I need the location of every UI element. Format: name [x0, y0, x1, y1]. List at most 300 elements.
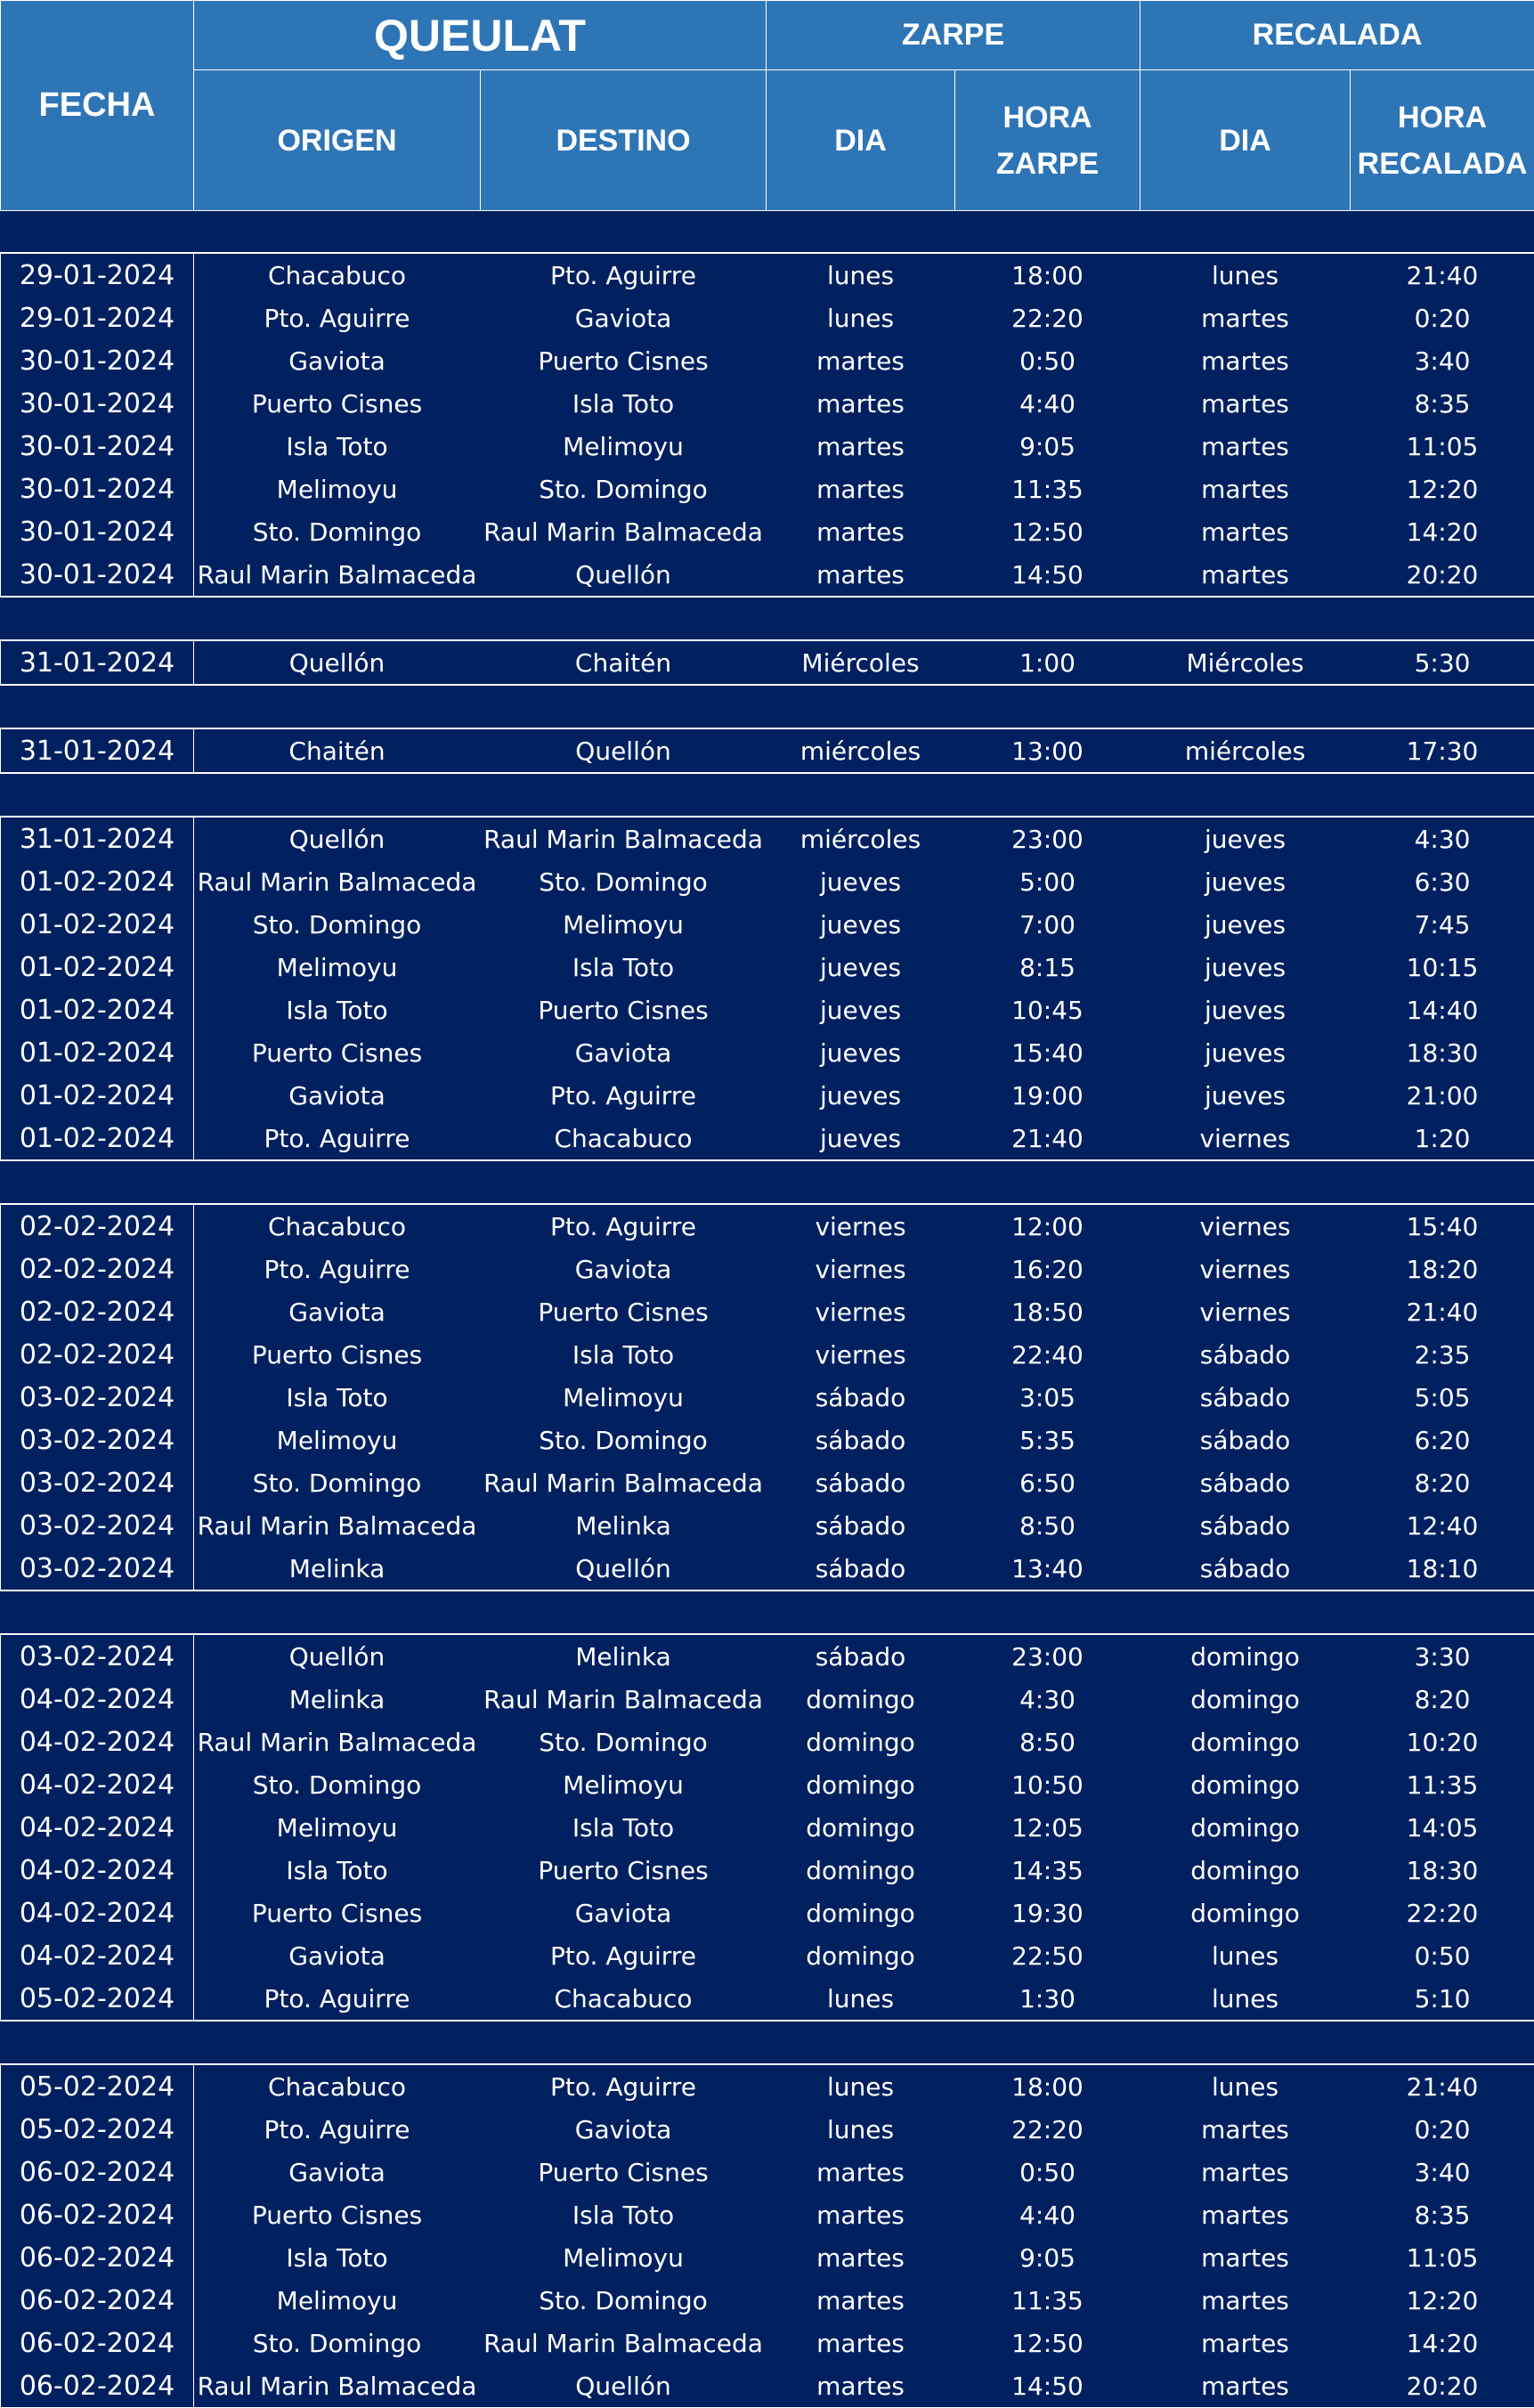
hora-zarpe-cell: 16:20 [955, 1248, 1140, 1290]
origen-cell: Chaitén [194, 728, 481, 773]
hora-recalada-cell: 3:40 [1351, 2151, 1534, 2193]
destino-cell: Raul Marin Balmaceda [481, 2322, 767, 2364]
hora-zarpe-cell: 19:00 [955, 1074, 1140, 1117]
dia-recalada-cell: jueves [1140, 817, 1351, 860]
table-row [1, 1721, 1534, 1763]
origen-cell: Puerto Cisnes [194, 382, 481, 425]
origen-cell: Melimoyu [194, 1806, 481, 1849]
origen-cell: Puerto Cisnes [194, 1891, 481, 1934]
table-row [1, 2364, 1534, 2408]
dia-recalada-cell: martes [1140, 339, 1351, 382]
table-row [1, 425, 1534, 468]
table-row [1, 468, 1534, 510]
destino-cell: Sto. Domingo [481, 1419, 767, 1461]
origen-cell: Sto. Domingo [194, 903, 481, 946]
table-row [1, 297, 1534, 339]
dia-zarpe-cell: lunes [767, 2108, 955, 2151]
dia-recalada-cell: sábado [1140, 1504, 1351, 1547]
hora-recalada-cell: 21:00 [1351, 1074, 1534, 1117]
fecha-cell: 06-02-2024 [1, 2322, 194, 2364]
hora-recalada-cell: 18:30 [1351, 1031, 1534, 1074]
table-header [1, 1, 1534, 211]
dia-zarpe-cell: martes [767, 339, 955, 382]
hora-zarpe-cell: 8:15 [955, 946, 1140, 988]
origen-cell: Quellón [194, 1634, 481, 1678]
hora-zarpe-cell: 9:05 [955, 425, 1140, 468]
dia-recalada-cell: domingo [1140, 1849, 1351, 1891]
table-row [1, 1634, 1534, 1678]
table-row [1, 946, 1534, 988]
origen-cell: Quellón [194, 817, 481, 860]
fecha-cell: 03-02-2024 [1, 1634, 194, 1678]
fecha-cell: 30-01-2024 [1, 382, 194, 425]
table-row [1, 640, 1534, 685]
destino-cell: Quellón [481, 1547, 767, 1590]
table-row [1, 728, 1534, 773]
dia-zarpe-cell: lunes [767, 253, 955, 297]
destino-cell: Pto. Aguirre [481, 1074, 767, 1117]
fecha-cell: 06-02-2024 [1, 2193, 194, 2236]
dia-recalada-cell: martes [1140, 2364, 1351, 2408]
table-row [1, 339, 1534, 382]
table-row [1, 1248, 1534, 1290]
fecha-cell: 04-02-2024 [1, 1891, 194, 1934]
dia-recalada-header: DIA [1140, 70, 1351, 211]
hora-zarpe-cell: 18:00 [955, 253, 1140, 297]
hora-zarpe-cell: 5:35 [955, 1419, 1140, 1461]
fecha-cell: 02-02-2024 [1, 1248, 194, 1290]
table-row [1, 2108, 1534, 2151]
dia-recalada-cell: lunes [1140, 253, 1351, 297]
destino-cell: Melinka [481, 1504, 767, 1547]
dia-recalada-cell: martes [1140, 2151, 1351, 2193]
table-row [1, 1117, 1534, 1160]
dia-zarpe-cell: domingo [767, 1763, 955, 1806]
dia-zarpe-cell: jueves [767, 860, 955, 903]
hora-recalada-cell: 21:40 [1351, 1290, 1534, 1333]
dia-zarpe-cell: domingo [767, 1849, 955, 1891]
fecha-cell: 02-02-2024 [1, 1333, 194, 1376]
dia-recalada-cell: lunes [1140, 1977, 1351, 2021]
origen-cell: Melinka [194, 1547, 481, 1590]
dia-zarpe-cell: domingo [767, 1934, 955, 1977]
fecha-cell: 01-02-2024 [1, 860, 194, 903]
destino-cell: Gaviota [481, 2108, 767, 2151]
fecha-cell: 30-01-2024 [1, 468, 194, 510]
hora-zarpe-cell: 11:35 [955, 2279, 1140, 2322]
dia-zarpe-cell: domingo [767, 1721, 955, 1763]
hora-zarpe-cell: 7:00 [955, 903, 1140, 946]
zarpe-header: ZARPE [767, 1, 1140, 70]
dia-recalada-cell: martes [1140, 468, 1351, 510]
dia-zarpe-cell: martes [767, 2279, 955, 2322]
dia-zarpe-cell: lunes [767, 2064, 955, 2108]
origen-cell: Melimoyu [194, 468, 481, 510]
dia-zarpe-cell: sábado [767, 1419, 955, 1461]
dia-zarpe-cell: miércoles [767, 728, 955, 773]
dia-zarpe-cell: martes [767, 2151, 955, 2193]
hora-zarpe-header-line1: HORA [1002, 101, 1092, 134]
destino-cell: Pto. Aguirre [481, 1934, 767, 1977]
dia-zarpe-header: DIA [767, 70, 955, 211]
dia-recalada-cell: viernes [1140, 1248, 1351, 1290]
dia-zarpe-cell: martes [767, 510, 955, 553]
fecha-cell: 01-02-2024 [1, 1117, 194, 1160]
origen-cell: Chacabuco [194, 1204, 481, 1248]
dia-zarpe-cell: domingo [767, 1806, 955, 1849]
hora-zarpe-cell: 18:00 [955, 2064, 1140, 2108]
fecha-cell: 02-02-2024 [1, 1290, 194, 1333]
origen-cell: Gaviota [194, 339, 481, 382]
group-separator [1, 597, 1534, 640]
hora-zarpe-cell: 12:50 [955, 2322, 1140, 2364]
fecha-cell: 04-02-2024 [1, 1763, 194, 1806]
dia-zarpe-cell: miércoles [767, 817, 955, 860]
fecha-cell: 03-02-2024 [1, 1461, 194, 1504]
origen-cell: Pto. Aguirre [194, 2108, 481, 2151]
destino-cell: Sto. Domingo [481, 860, 767, 903]
dia-recalada-cell: viernes [1140, 1117, 1351, 1160]
dia-recalada-cell: martes [1140, 382, 1351, 425]
hora-recalada-cell: 10:15 [1351, 946, 1534, 988]
origen-cell: Raul Marin Balmaceda [194, 1504, 481, 1547]
fecha-cell: 01-02-2024 [1, 1074, 194, 1117]
origen-header: ORIGEN [194, 70, 481, 211]
fecha-cell: 03-02-2024 [1, 1376, 194, 1419]
hora-recalada-cell: 11:05 [1351, 2236, 1534, 2279]
dia-zarpe-cell: jueves [767, 988, 955, 1031]
table-row [1, 1547, 1534, 1590]
hora-recalada-cell: 8:20 [1351, 1678, 1534, 1721]
hora-recalada-cell: 22:20 [1351, 1891, 1534, 1934]
fecha-cell: 29-01-2024 [1, 297, 194, 339]
hora-zarpe-cell: 22:20 [955, 297, 1140, 339]
origen-cell: Gaviota [194, 1074, 481, 1117]
fecha-cell: 04-02-2024 [1, 1721, 194, 1763]
table-row [1, 860, 1534, 903]
hora-zarpe-cell: 1:30 [955, 1977, 1140, 2021]
hora-recalada-cell: 6:30 [1351, 860, 1534, 903]
hora-zarpe-cell: 15:40 [955, 1031, 1140, 1074]
hora-recalada-cell: 11:35 [1351, 1763, 1534, 1806]
hora-zarpe-cell: 12:50 [955, 510, 1140, 553]
destino-cell: Melimoyu [481, 425, 767, 468]
table-row [1, 1806, 1534, 1849]
hora-recalada-cell: 5:05 [1351, 1376, 1534, 1419]
destino-cell: Raul Marin Balmaceda [481, 817, 767, 860]
table-row [1, 988, 1534, 1031]
origen-cell: Melimoyu [194, 2279, 481, 2322]
fecha-header: FECHA [1, 1, 194, 211]
destino-cell: Pto. Aguirre [481, 2064, 767, 2108]
group-separator-cell [1, 1160, 1534, 1204]
group-separator-cell [1, 1590, 1534, 1634]
table-row [1, 1461, 1534, 1504]
table-row [1, 817, 1534, 860]
table-row [1, 553, 1534, 597]
fecha-cell: 01-02-2024 [1, 1031, 194, 1074]
dia-recalada-cell: sábado [1140, 1461, 1351, 1504]
hora-recalada-header [1351, 70, 1534, 211]
hora-recalada-cell: 6:20 [1351, 1419, 1534, 1461]
dia-recalada-cell: sábado [1140, 1419, 1351, 1461]
destino-cell: Puerto Cisnes [481, 1290, 767, 1333]
table-row [1, 1333, 1534, 1376]
dia-zarpe-cell: jueves [767, 1031, 955, 1074]
destino-cell: Raul Marin Balmaceda [481, 1678, 767, 1721]
dia-zarpe-cell: martes [767, 382, 955, 425]
hora-zarpe-cell: 19:30 [955, 1891, 1140, 1934]
hora-recalada-cell: 8:35 [1351, 382, 1534, 425]
destino-cell: Chacabuco [481, 1977, 767, 2021]
hora-recalada-cell: 0:20 [1351, 2108, 1534, 2151]
dia-zarpe-cell: lunes [767, 297, 955, 339]
table-row [1, 1204, 1534, 1248]
dia-recalada-cell: miércoles [1140, 728, 1351, 773]
fecha-cell: 29-01-2024 [1, 253, 194, 297]
dia-recalada-cell: jueves [1140, 903, 1351, 946]
hora-recalada-cell: 10:20 [1351, 1721, 1534, 1763]
table-row [1, 1504, 1534, 1547]
origen-cell: Puerto Cisnes [194, 2193, 481, 2236]
hora-recalada-cell: 12:20 [1351, 2279, 1534, 2322]
fecha-cell: 04-02-2024 [1, 1934, 194, 1977]
hora-recalada-cell: 14:20 [1351, 2322, 1534, 2364]
hora-zarpe-cell: 4:40 [955, 382, 1140, 425]
schedule-body [1, 211, 1534, 2408]
table-row [1, 1678, 1534, 1721]
hora-zarpe-cell: 5:00 [955, 860, 1140, 903]
fecha-cell: 05-02-2024 [1, 2064, 194, 2108]
destino-cell: Melimoyu [481, 2236, 767, 2279]
dia-recalada-cell: domingo [1140, 1806, 1351, 1849]
hora-zarpe-cell: 14:50 [955, 553, 1140, 597]
dia-recalada-cell: martes [1140, 425, 1351, 468]
hora-zarpe-cell: 10:50 [955, 1763, 1140, 1806]
fecha-cell: 06-02-2024 [1, 2151, 194, 2193]
dia-zarpe-cell: martes [767, 2236, 955, 2279]
recalada-header: RECALADA [1140, 1, 1534, 70]
hora-recalada-cell: 21:40 [1351, 253, 1534, 297]
dia-zarpe-cell: domingo [767, 1678, 955, 1721]
table-row [1, 253, 1534, 297]
table-row [1, 2193, 1534, 2236]
table-row [1, 1763, 1534, 1806]
origen-cell: Isla Toto [194, 1849, 481, 1891]
destino-cell: Quellón [481, 553, 767, 597]
hora-recalada-cell: 3:30 [1351, 1634, 1534, 1678]
dia-recalada-cell: martes [1140, 2108, 1351, 2151]
dia-recalada-cell: jueves [1140, 1031, 1351, 1074]
hora-zarpe-cell: 14:50 [955, 2364, 1140, 2408]
group-separator [1, 685, 1534, 728]
dia-recalada-cell: lunes [1140, 1934, 1351, 1977]
dia-zarpe-cell: Miércoles [767, 640, 955, 685]
hora-recalada-cell: 2:35 [1351, 1333, 1534, 1376]
fecha-cell: 03-02-2024 [1, 1419, 194, 1461]
destino-cell: Gaviota [481, 1248, 767, 1290]
dia-recalada-cell: domingo [1140, 1763, 1351, 1806]
dia-zarpe-cell: jueves [767, 903, 955, 946]
dia-recalada-cell: domingo [1140, 1721, 1351, 1763]
dia-zarpe-cell: martes [767, 2364, 955, 2408]
fecha-cell: 01-02-2024 [1, 946, 194, 988]
origen-cell: Pto. Aguirre [194, 1117, 481, 1160]
origen-cell: Quellón [194, 640, 481, 685]
dia-zarpe-cell: sábado [767, 1376, 955, 1419]
hora-zarpe-cell: 23:00 [955, 1634, 1140, 1678]
dia-recalada-cell: martes [1140, 2279, 1351, 2322]
origen-cell: Sto. Domingo [194, 510, 481, 553]
table-row [1, 1074, 1534, 1117]
dia-recalada-cell: martes [1140, 297, 1351, 339]
table-row [1, 1419, 1534, 1461]
destino-cell: Chacabuco [481, 1117, 767, 1160]
table-row [1, 2064, 1534, 2108]
hora-recalada-cell: 0:50 [1351, 1934, 1534, 1977]
hora-recalada-cell: 3:40 [1351, 339, 1534, 382]
fecha-cell: 06-02-2024 [1, 2279, 194, 2322]
hora-recalada-cell: 4:30 [1351, 817, 1534, 860]
fecha-cell: 31-01-2024 [1, 640, 194, 685]
destino-cell: Gaviota [481, 297, 767, 339]
dia-zarpe-cell: viernes [767, 1248, 955, 1290]
dia-zarpe-cell: martes [767, 553, 955, 597]
group-separator [1, 211, 1534, 254]
dia-zarpe-cell: viernes [767, 1290, 955, 1333]
dia-recalada-cell: martes [1140, 2193, 1351, 2236]
fecha-cell: 02-02-2024 [1, 1204, 194, 1248]
origen-cell: Isla Toto [194, 425, 481, 468]
hora-recalada-cell: 12:40 [1351, 1504, 1534, 1547]
hora-zarpe-cell: 9:05 [955, 2236, 1140, 2279]
dia-zarpe-cell: jueves [767, 1074, 955, 1117]
hora-recalada-header-line2: RECALADA [1358, 147, 1528, 181]
destino-cell: Puerto Cisnes [481, 1849, 767, 1891]
dia-zarpe-cell: jueves [767, 946, 955, 988]
destino-cell: Raul Marin Balmaceda [481, 510, 767, 553]
dia-recalada-cell: martes [1140, 553, 1351, 597]
hora-recalada-cell: 12:20 [1351, 468, 1534, 510]
table-row [1, 903, 1534, 946]
origen-cell: Raul Marin Balmaceda [194, 2364, 481, 2408]
hora-zarpe-header-line2: ZARPE [996, 147, 1099, 181]
hora-recalada-cell: 0:20 [1351, 297, 1534, 339]
table-row [1, 1376, 1534, 1419]
origen-cell: Raul Marin Balmaceda [194, 553, 481, 597]
origen-cell: Puerto Cisnes [194, 1031, 481, 1074]
destino-cell: Sto. Domingo [481, 1721, 767, 1763]
fecha-cell: 03-02-2024 [1, 1547, 194, 1590]
origen-cell: Chacabuco [194, 253, 481, 297]
hora-recalada-cell: 17:30 [1351, 728, 1534, 773]
group-separator [1, 1160, 1534, 1204]
hora-recalada-cell: 18:20 [1351, 1248, 1534, 1290]
dia-zarpe-cell: domingo [767, 1891, 955, 1934]
hora-recalada-cell: 5:30 [1351, 640, 1534, 685]
hora-recalada-cell: 5:10 [1351, 1977, 1534, 2021]
hora-recalada-cell: 8:20 [1351, 1461, 1534, 1504]
origen-cell: Puerto Cisnes [194, 1333, 481, 1376]
dia-recalada-cell: martes [1140, 2236, 1351, 2279]
hora-zarpe-header [955, 70, 1140, 211]
dia-recalada-cell: jueves [1140, 1074, 1351, 1117]
hora-zarpe-cell: 0:50 [955, 339, 1140, 382]
dia-recalada-cell: lunes [1140, 2064, 1351, 2108]
hora-recalada-cell: 20:20 [1351, 553, 1534, 597]
dia-recalada-cell: domingo [1140, 1634, 1351, 1678]
group-separator-cell [1, 2021, 1534, 2064]
hora-zarpe-cell: 1:00 [955, 640, 1140, 685]
origen-cell: Pto. Aguirre [194, 1248, 481, 1290]
fecha-cell: 30-01-2024 [1, 425, 194, 468]
table-row [1, 2236, 1534, 2279]
hora-recalada-cell: 14:20 [1351, 510, 1534, 553]
origen-cell: Gaviota [194, 2151, 481, 2193]
hora-recalada-cell: 7:45 [1351, 903, 1534, 946]
table-row [1, 1977, 1534, 2021]
hora-recalada-cell: 14:05 [1351, 1806, 1534, 1849]
dia-zarpe-cell: sábado [767, 1634, 955, 1678]
table-row [1, 2151, 1534, 2193]
group-separator-cell [1, 685, 1534, 728]
origen-cell: Pto. Aguirre [194, 297, 481, 339]
dia-recalada-cell: jueves [1140, 988, 1351, 1031]
group-separator-cell [1, 211, 1534, 254]
origen-cell: Chacabuco [194, 2064, 481, 2108]
origen-cell: Gaviota [194, 1934, 481, 1977]
dia-recalada-cell: sábado [1140, 1547, 1351, 1590]
hora-recalada-cell: 20:20 [1351, 2364, 1534, 2408]
table-row [1, 1290, 1534, 1333]
hora-zarpe-cell: 13:00 [955, 728, 1140, 773]
hora-zarpe-cell: 4:40 [955, 2193, 1140, 2236]
hora-zarpe-cell: 8:50 [955, 1504, 1140, 1547]
origen-cell: Raul Marin Balmaceda [194, 1721, 481, 1763]
table-row [1, 2279, 1534, 2322]
hora-zarpe-cell: 11:35 [955, 468, 1140, 510]
hora-zarpe-cell: 18:50 [955, 1290, 1140, 1333]
origen-cell: Melimoyu [194, 946, 481, 988]
destino-cell: Isla Toto [481, 1806, 767, 1849]
destino-cell: Isla Toto [481, 946, 767, 988]
table-row [1, 382, 1534, 425]
destino-cell: Melimoyu [481, 1763, 767, 1806]
dia-recalada-cell: martes [1140, 2322, 1351, 2364]
dia-zarpe-cell: lunes [767, 1977, 955, 2021]
dia-zarpe-cell: sábado [767, 1461, 955, 1504]
origen-cell: Sto. Domingo [194, 1763, 481, 1806]
fecha-cell: 30-01-2024 [1, 510, 194, 553]
destino-cell: Melinka [481, 1634, 767, 1678]
destino-cell: Raul Marin Balmaceda [481, 1461, 767, 1504]
origen-cell: Melimoyu [194, 1419, 481, 1461]
destino-cell: Chaitén [481, 640, 767, 685]
destino-cell: Puerto Cisnes [481, 2151, 767, 2193]
hora-zarpe-cell: 14:35 [955, 1849, 1140, 1891]
dia-zarpe-cell: sábado [767, 1547, 955, 1590]
destino-cell: Puerto Cisnes [481, 339, 767, 382]
destino-cell: Isla Toto [481, 382, 767, 425]
hora-zarpe-cell: 4:30 [955, 1678, 1140, 1721]
hora-recalada-cell: 18:10 [1351, 1547, 1534, 1590]
hora-zarpe-cell: 21:40 [955, 1117, 1140, 1160]
table-row [1, 1849, 1534, 1891]
dia-recalada-cell: viernes [1140, 1204, 1351, 1248]
dia-zarpe-cell: martes [767, 2322, 955, 2364]
destino-cell: Sto. Domingo [481, 2279, 767, 2322]
fecha-cell: 01-02-2024 [1, 988, 194, 1031]
